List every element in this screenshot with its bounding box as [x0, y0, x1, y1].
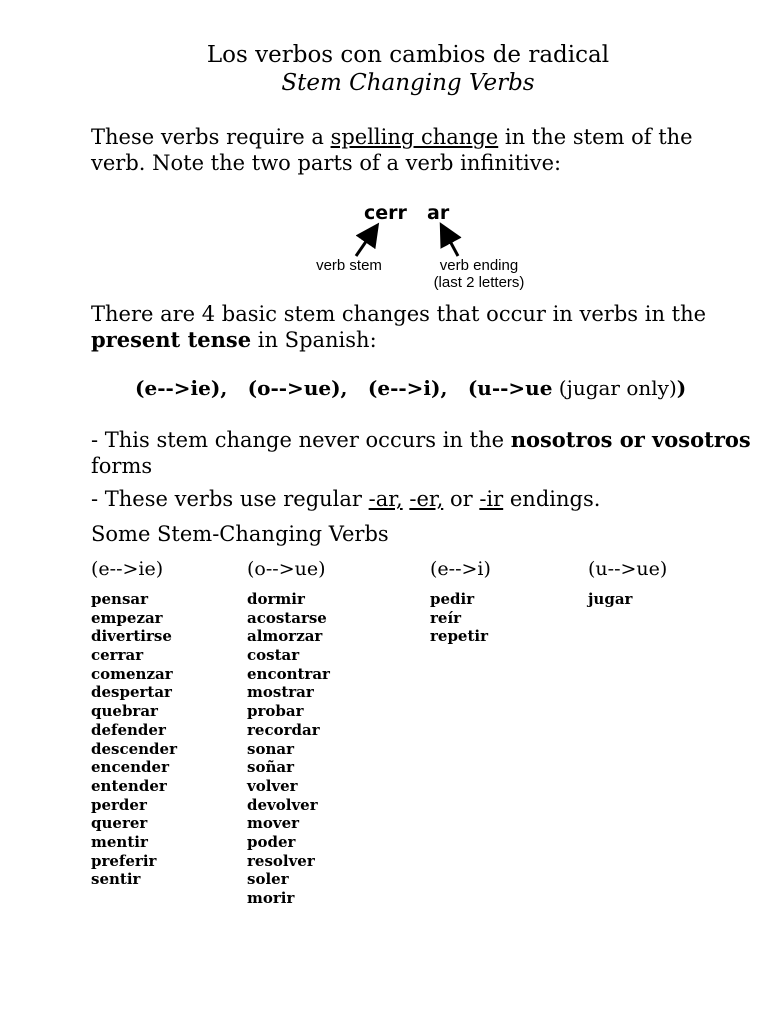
basic-changes-paragraph	[91, 301, 751, 353]
verb-list-u-ue	[588, 590, 632, 609]
verb-ending-label-line2: (last 2 letters)	[433, 274, 525, 291]
stem-arrow-icon	[356, 230, 374, 256]
verb-item: mover	[247, 814, 300, 833]
column-header-e-ie: (e-->ie)	[91, 558, 164, 580]
verb-item: comenzar	[91, 664, 173, 683]
intro-paragraph	[91, 124, 751, 176]
er-ending-text: -er,	[409, 487, 444, 511]
column-header-u-ue: (u-->ue)	[588, 558, 668, 580]
verb-item: probar	[247, 702, 304, 721]
verb-list-o-ue	[247, 590, 330, 908]
verb-item: sentir	[91, 870, 141, 889]
verb-item: divertirse	[91, 627, 172, 646]
ir-ending-text: -ir	[479, 487, 504, 511]
change-e-ie: (e-->ie),	[135, 376, 228, 400]
nosotros-vosotros-text: nosotros or vosotros	[510, 427, 751, 452]
verb-item: poder	[247, 832, 296, 851]
verb-item: preferir	[91, 851, 157, 870]
verb-item: mentir	[91, 832, 148, 851]
verb-item: despertar	[91, 683, 172, 702]
verb-item: costar	[247, 646, 300, 665]
change-u-ue: (u-->ue	[467, 376, 553, 400]
present-tense-text: present tense	[91, 327, 252, 352]
verb-item: soler	[247, 870, 289, 889]
change-e-i: (e-->i),	[367, 376, 448, 400]
verb-item: recordar	[247, 720, 320, 739]
note1-text-post: forms	[91, 454, 153, 478]
verb-item: acostarse	[247, 608, 327, 627]
verb-ending-label	[418, 257, 540, 291]
verb-item: dormir	[247, 590, 305, 608]
change-u-ue-close: )	[676, 376, 687, 400]
verb-item: perder	[91, 795, 147, 814]
column-header-e-i: (e-->i)	[430, 558, 491, 580]
verb-item: morir	[247, 889, 295, 907]
verb-item: pensar	[91, 590, 149, 608]
verb-item: querer	[91, 814, 148, 833]
verb-item: quebrar	[91, 702, 158, 721]
diagram-arrows	[340, 222, 470, 262]
verb-ending-label-line1: verb ending	[439, 257, 519, 274]
verb-item: defender	[91, 720, 166, 739]
basic-text-pre: There are 4 basic stem changes that occur in verbs in the	[91, 302, 707, 326]
intro-text-post: in the stem of the verb. Note the two parts of a verb infinitive:	[91, 125, 693, 175]
note2-text-pre: - These verbs use regular	[91, 487, 369, 511]
change-o-ue: (o-->ue),	[247, 376, 348, 400]
verb-item: almorzar	[247, 627, 323, 646]
intro-text-pre: These verbs require a	[91, 125, 331, 149]
verb-item: entender	[91, 776, 167, 795]
verb-item: resolver	[247, 851, 315, 870]
page-title: Los verbos con cambios de radical	[206, 42, 610, 68]
verb-item: mostrar	[247, 683, 314, 702]
basic-text-post: in Spanish:	[251, 328, 377, 352]
verb-item: cerrar	[91, 646, 144, 665]
change-u-ue-note: (jugar only)	[552, 376, 677, 400]
column-header-o-ue: (o-->ue)	[247, 558, 326, 580]
verb-item: soñar	[247, 758, 294, 777]
verb-item: empezar	[91, 608, 163, 627]
verb-item: encontrar	[247, 664, 330, 683]
verbs-list-heading: Some Stem-Changing Verbs	[91, 522, 389, 546]
verb-list-e-i	[430, 590, 488, 646]
verb-list-e-ie	[91, 590, 177, 889]
spelling-change-text: spelling change	[330, 125, 499, 149]
note-nosotros	[91, 427, 751, 479]
diagram-ending: ar	[427, 202, 450, 224]
note1-text-pre: - This stem change never occurs in the	[91, 428, 511, 452]
verb-item: devolver	[247, 795, 318, 814]
verb-item: repetir	[430, 627, 489, 646]
verb-item: sonar	[247, 739, 294, 758]
verb-item: descender	[91, 739, 177, 758]
verb-item: pedir	[430, 590, 475, 608]
ar-ending-text: -ar,	[368, 487, 403, 511]
verb-stem-label: verb stem	[316, 257, 382, 274]
verb-item: reír	[430, 608, 462, 627]
ending-arrow-icon	[444, 230, 458, 256]
verb-item: encender	[91, 758, 169, 777]
diagram-stem: cerr	[364, 202, 407, 224]
page-subtitle: Stem Changing Verbs	[281, 70, 535, 96]
stem-changes-list	[135, 376, 686, 400]
note2-or-text: or	[443, 487, 480, 511]
verb-item: jugar	[588, 590, 633, 608]
verb-item: volver	[247, 776, 298, 795]
note2-text-post: endings.	[503, 487, 601, 511]
note-endings	[91, 486, 751, 512]
